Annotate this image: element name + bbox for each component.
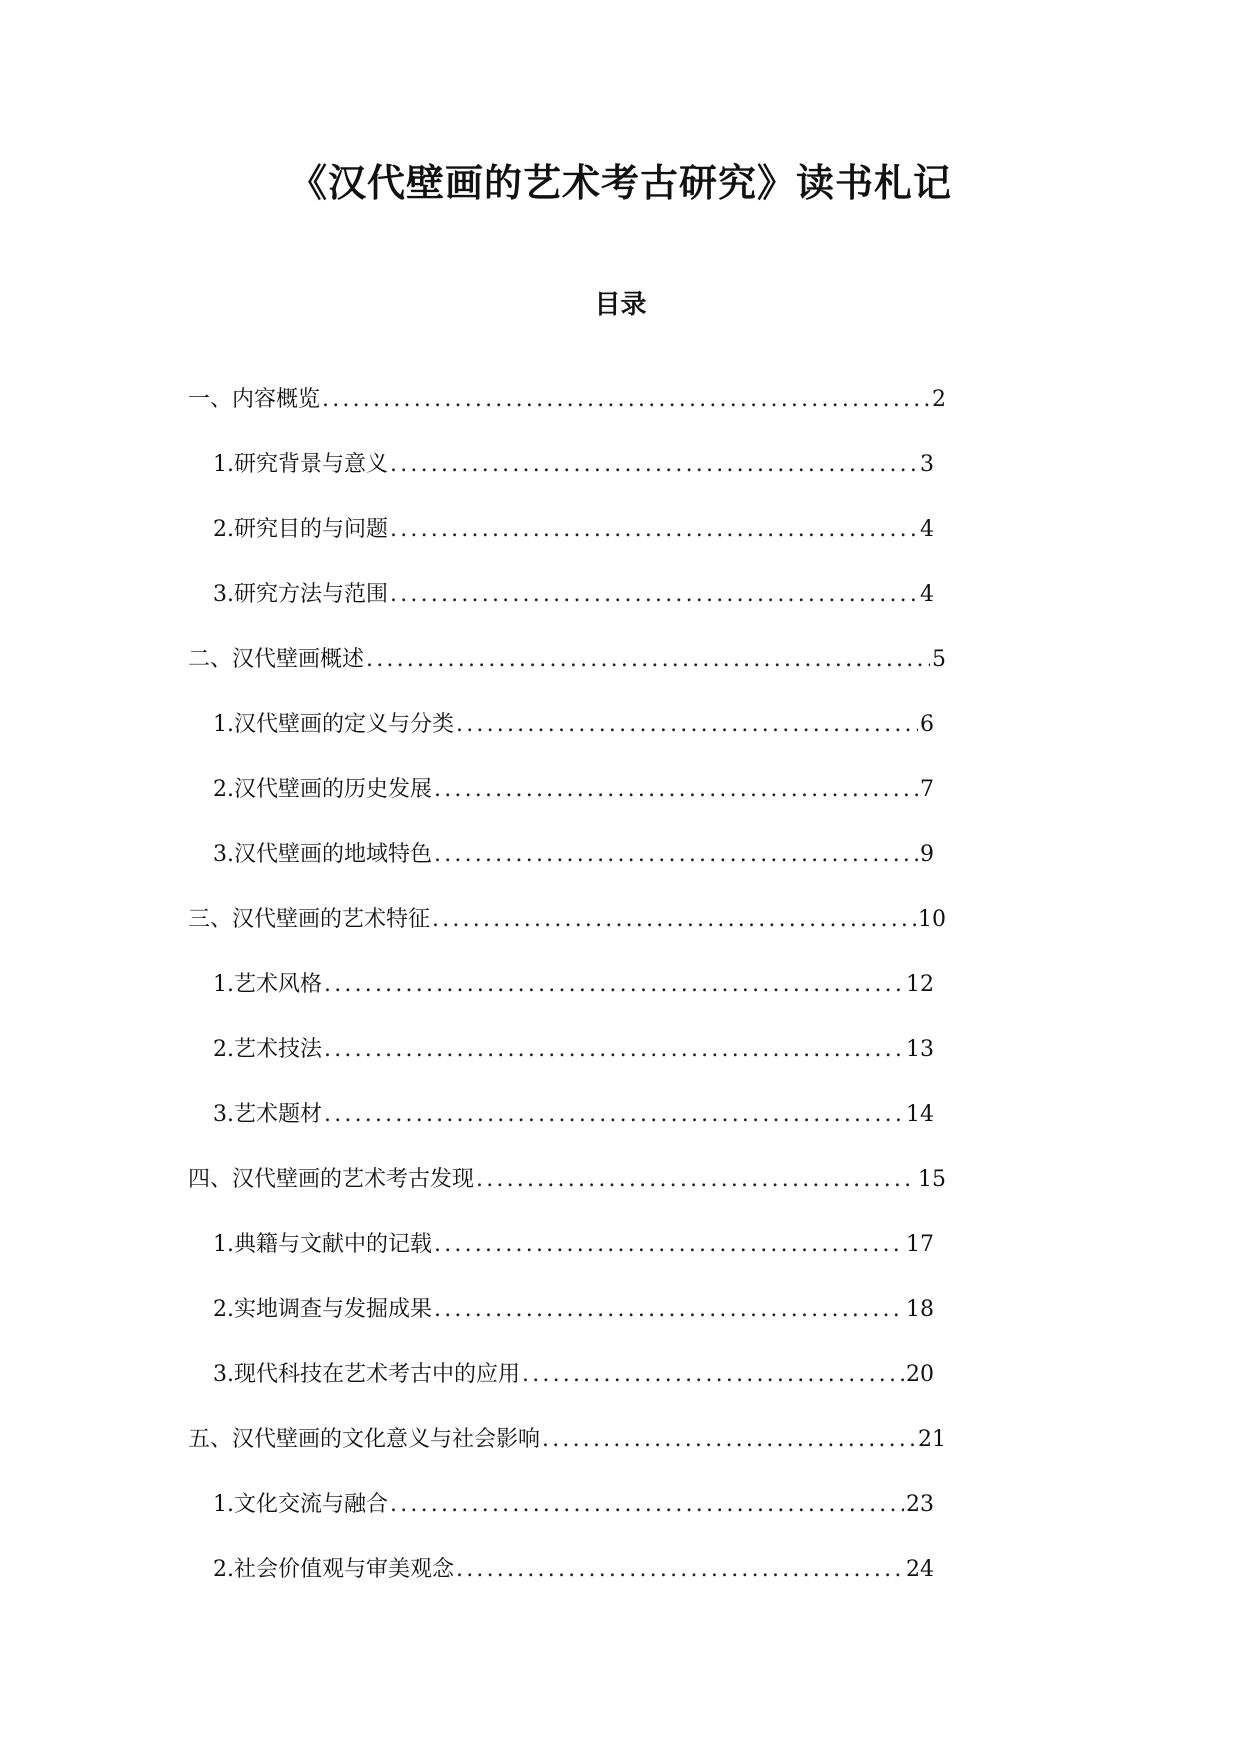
toc-page-number: 10 xyxy=(918,907,946,932)
toc-dot-leader xyxy=(364,645,930,675)
toc-page-number: 6 xyxy=(920,712,934,737)
toc-entry-number: 1. xyxy=(213,1492,234,1517)
toc-dot-leader xyxy=(322,970,904,1000)
toc-entry-text: 研究方法与范围 xyxy=(234,582,389,607)
toc-page-number: 9 xyxy=(920,842,934,867)
toc-dot-leader xyxy=(430,905,916,935)
toc-page-number: 18 xyxy=(906,1297,934,1322)
toc-dot-leader xyxy=(520,1360,904,1390)
toc-dot-leader xyxy=(322,1035,904,1065)
toc-page-number: 7 xyxy=(920,777,934,802)
toc-entry-text: 研究目的与问题 xyxy=(234,517,389,542)
toc-page-number: 14 xyxy=(906,1102,934,1127)
toc-entry[interactable] xyxy=(188,1425,946,1490)
toc-entry[interactable] xyxy=(213,840,934,905)
toc-entry-text: 社会价值观与审美观念 xyxy=(234,1557,455,1582)
toc-entry-number: 1. xyxy=(213,452,234,477)
toc-dot-leader xyxy=(388,450,918,480)
toc-entry-number: 1. xyxy=(213,1232,234,1257)
document-title: 《汉代壁画的艺术考古研究》读书札记 xyxy=(288,161,952,205)
toc-entry[interactable] xyxy=(188,385,946,450)
toc-entry-text: 现代科技在艺术考古中的应用 xyxy=(234,1362,521,1387)
toc-entry-text: 汉代壁画的地域特色 xyxy=(234,842,433,867)
toc-page-number: 15 xyxy=(918,1167,946,1192)
toc-entry-text: 研究背景与意义 xyxy=(234,452,389,477)
toc-entry[interactable] xyxy=(213,970,934,1035)
toc-dot-leader xyxy=(388,580,918,610)
toc-dot-leader xyxy=(540,1425,916,1455)
toc-dot-leader xyxy=(432,775,918,805)
toc-entry-number: 2. xyxy=(213,1037,234,1062)
toc-entry[interactable] xyxy=(213,1230,934,1295)
toc-entry-text: 艺术技法 xyxy=(234,1037,323,1062)
toc-entry-text: 艺术风格 xyxy=(234,972,323,997)
toc-entry[interactable] xyxy=(213,1490,934,1555)
toc-page-number: 4 xyxy=(920,517,934,542)
toc-page-number: 5 xyxy=(932,647,946,672)
toc-entry[interactable] xyxy=(213,515,934,580)
toc-entry-number: 3. xyxy=(213,1362,234,1387)
toc-heading: 目录 xyxy=(594,290,647,320)
toc-entry-text: 艺术题材 xyxy=(234,1102,323,1127)
toc-entry[interactable] xyxy=(188,905,946,970)
toc-dot-leader xyxy=(454,710,918,740)
toc-entry[interactable] xyxy=(213,775,934,840)
toc-entry[interactable] xyxy=(213,1295,934,1360)
toc-entry-number: 2. xyxy=(213,1557,234,1582)
toc-page-number: 17 xyxy=(906,1232,934,1257)
toc-page-number: 21 xyxy=(918,1427,946,1452)
toc-entry[interactable] xyxy=(213,1100,934,1165)
toc-page-number: 13 xyxy=(906,1037,934,1062)
toc-page-number: 2 xyxy=(932,387,946,412)
toc-dot-leader xyxy=(432,840,918,870)
toc-dot-leader xyxy=(322,1100,904,1130)
toc-entry-text: 五、汉代壁画的文化意义与社会影响 xyxy=(188,1427,541,1452)
table-of-contents xyxy=(0,385,1241,1620)
toc-dot-leader xyxy=(388,515,918,545)
toc-entry-number: 3. xyxy=(213,582,234,607)
toc-entry-number: 3. xyxy=(213,842,234,867)
toc-entry[interactable] xyxy=(213,1035,934,1100)
toc-entry-number: 3. xyxy=(213,1102,234,1127)
toc-entry-text: 典籍与文献中的记载 xyxy=(234,1232,433,1257)
toc-entry-text: 一、内容概览 xyxy=(188,387,321,412)
toc-entry-number: 2. xyxy=(213,777,234,802)
toc-page-number: 12 xyxy=(906,972,934,997)
toc-dot-leader xyxy=(474,1165,916,1195)
toc-entry-text: 三、汉代壁画的艺术特征 xyxy=(188,907,431,932)
toc-dot-leader xyxy=(388,1490,904,1520)
toc-entry-text: 汉代壁画的历史发展 xyxy=(234,777,433,802)
toc-page-number: 23 xyxy=(906,1492,934,1517)
toc-entry-text: 实地调查与发掘成果 xyxy=(234,1297,433,1322)
toc-entry[interactable] xyxy=(213,1555,934,1620)
toc-page-number: 4 xyxy=(920,582,934,607)
toc-entry-number: 2. xyxy=(213,1297,234,1322)
toc-dot-leader xyxy=(454,1555,904,1585)
toc-entry-text: 汉代壁画的定义与分类 xyxy=(234,712,455,737)
toc-entry[interactable] xyxy=(188,645,946,710)
toc-entry-text: 二、汉代壁画概述 xyxy=(188,647,365,672)
toc-entry-text: 四、汉代壁画的艺术考古发现 xyxy=(188,1167,475,1192)
toc-entry-number: 1. xyxy=(213,972,234,997)
toc-page-number: 24 xyxy=(906,1557,934,1582)
toc-entry[interactable] xyxy=(213,580,934,645)
toc-dot-leader xyxy=(432,1230,904,1260)
toc-page-number: 20 xyxy=(906,1362,934,1387)
toc-entry[interactable] xyxy=(213,710,934,775)
toc-dot-leader xyxy=(320,385,930,415)
toc-entry-text: 文化交流与融合 xyxy=(234,1492,389,1517)
toc-entry[interactable] xyxy=(213,450,934,515)
toc-entry[interactable] xyxy=(188,1165,946,1230)
toc-dot-leader xyxy=(432,1295,904,1325)
toc-entry-number: 1. xyxy=(213,712,234,737)
toc-page-number: 3 xyxy=(920,452,934,477)
toc-entry-number: 2. xyxy=(213,517,234,542)
toc-entry[interactable] xyxy=(213,1360,934,1425)
